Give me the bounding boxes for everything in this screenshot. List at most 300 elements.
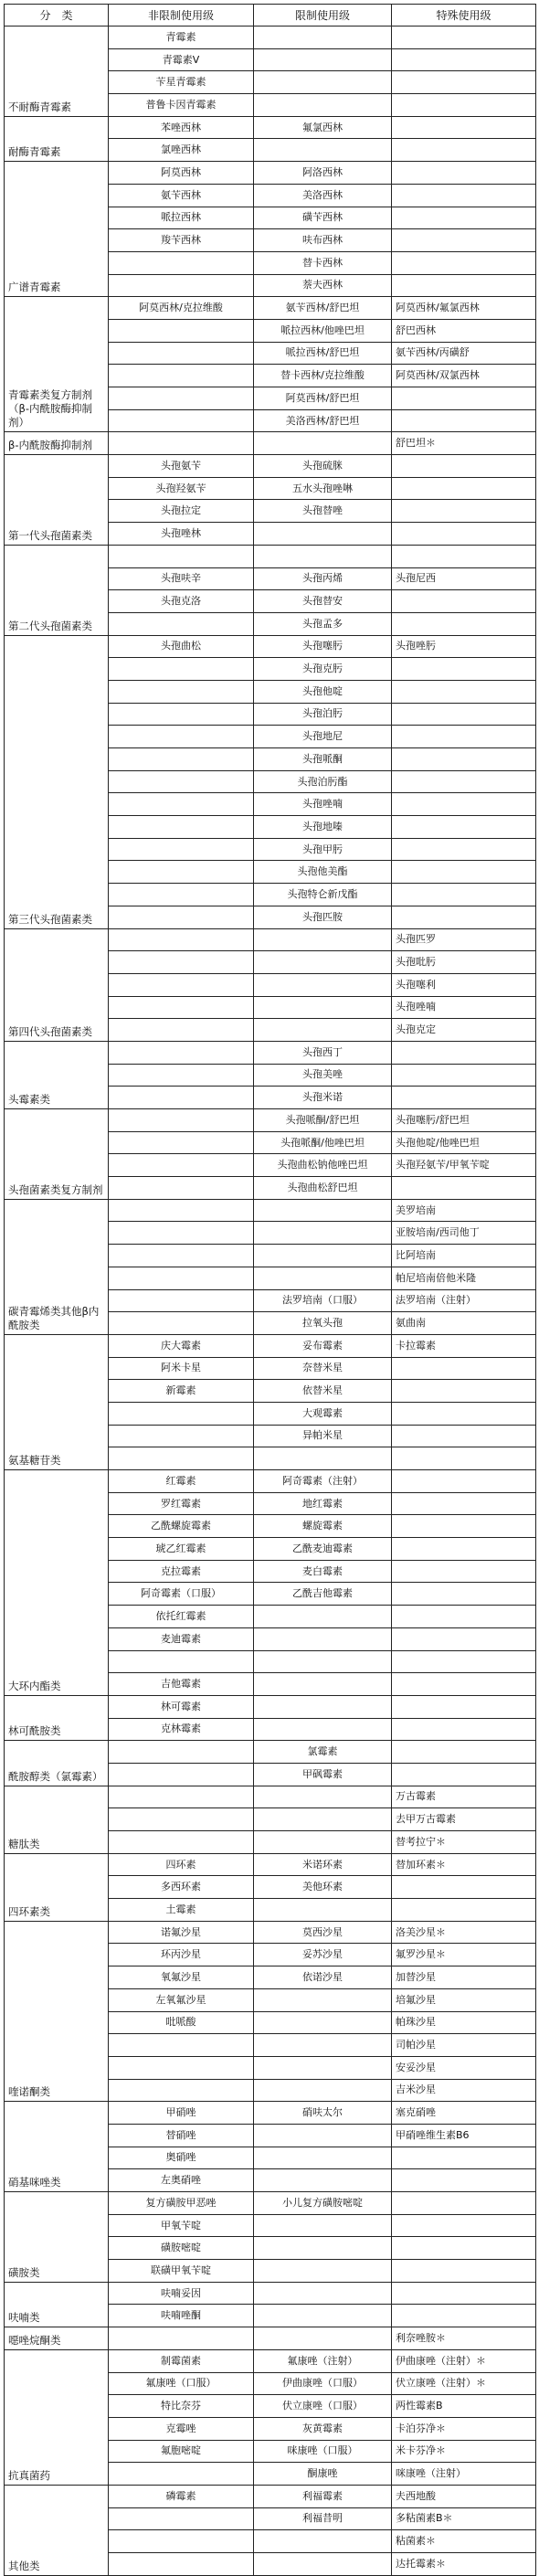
special-cell — [392, 726, 536, 748]
category-cell: 喹诺酮类 — [5, 1921, 109, 2102]
unrestricted-cell: 克林霉素 — [109, 1718, 254, 1741]
unrestricted-cell — [109, 906, 254, 928]
table-row — [5, 1695, 536, 1718]
special-cell — [392, 1583, 536, 1606]
unrestricted-cell: 乙酰螺旋霉素 — [109, 1515, 254, 1538]
special-cell: 比阿培南 — [392, 1245, 536, 1267]
restricted-cell: 呋布西林 — [254, 229, 392, 252]
restricted-cell: 氯霉素 — [254, 1741, 392, 1764]
special-cell — [392, 2260, 536, 2283]
restricted-cell: 麦白霉素 — [254, 1560, 392, 1583]
restricted-cell — [254, 1267, 392, 1289]
unrestricted-cell: 氧氟沙星 — [109, 1966, 254, 1989]
table-row — [5, 635, 536, 658]
restricted-cell: 依替米星 — [254, 1380, 392, 1403]
category-cell: 四环素类 — [5, 1853, 109, 1921]
unrestricted-cell — [109, 319, 254, 342]
restricted-cell — [254, 1808, 392, 1831]
restricted-cell — [254, 2079, 392, 2102]
restricted-cell: 阿洛西林 — [254, 162, 392, 185]
special-cell: 亚胺培南/西司他丁 — [392, 1222, 536, 1245]
restricted-cell — [254, 2011, 392, 2034]
restricted-cell: 头孢美唑 — [254, 1064, 392, 1087]
special-cell — [392, 1041, 536, 1064]
unrestricted-cell — [109, 1087, 254, 1109]
table-row — [5, 1109, 536, 1132]
unrestricted-cell: 罗红霉素 — [109, 1492, 254, 1515]
unrestricted-cell — [109, 1267, 254, 1289]
table-row — [5, 297, 536, 320]
restricted-cell: 氟氯西林 — [254, 116, 392, 139]
special-cell: 达托霉素＊ — [392, 2553, 536, 2576]
special-cell — [392, 816, 536, 839]
unrestricted-cell — [109, 2553, 254, 2576]
unrestricted-cell: 氯唑西林 — [109, 139, 254, 162]
restricted-cell: 奈替米星 — [254, 1357, 392, 1380]
special-cell — [392, 884, 536, 906]
special-cell — [392, 387, 536, 410]
restricted-cell: 阿莫西林/舒巴坦 — [254, 387, 392, 410]
unrestricted-cell: 多西环素 — [109, 1876, 254, 1899]
unrestricted-cell — [109, 884, 254, 906]
unrestricted-cell: 甲氧苄啶 — [109, 2214, 254, 2237]
header-restricted: 限制使用级 — [254, 5, 392, 27]
restricted-cell — [254, 1786, 392, 1808]
special-cell — [392, 1627, 536, 1650]
special-cell: 洛美沙星＊ — [392, 1921, 536, 1944]
restricted-cell: 头孢硫脒 — [254, 455, 392, 478]
special-cell — [392, 658, 536, 681]
special-cell — [392, 477, 536, 500]
unrestricted-cell: 阿米卡星 — [109, 1357, 254, 1380]
special-cell — [392, 2305, 536, 2327]
special-cell: 司帕沙星 — [392, 2034, 536, 2057]
restricted-cell: 小儿复方磺胺嘧啶 — [254, 2192, 392, 2215]
special-cell — [392, 748, 536, 771]
special-cell — [392, 906, 536, 928]
table-row — [5, 116, 536, 139]
restricted-cell — [254, 1650, 392, 1673]
unrestricted-cell — [109, 1831, 254, 1854]
special-cell — [392, 1402, 536, 1425]
unrestricted-cell: 头孢氨苄 — [109, 455, 254, 478]
restricted-cell — [254, 1831, 392, 1854]
unrestricted-cell: 普鲁卡因青霉素 — [109, 94, 254, 117]
unrestricted-cell — [109, 1312, 254, 1335]
special-cell — [392, 1673, 536, 1696]
unrestricted-cell — [109, 726, 254, 748]
special-cell — [392, 229, 536, 252]
special-cell — [392, 2237, 536, 2260]
table-row — [5, 432, 536, 455]
unrestricted-cell: 头孢唑林 — [109, 523, 254, 546]
unrestricted-cell — [109, 342, 254, 365]
category-cell: 头孢菌素类复方制剂 — [5, 1109, 109, 1200]
unrestricted-cell — [109, 1041, 254, 1064]
unrestricted-cell: 氟康唑（口服） — [109, 2372, 254, 2395]
unrestricted-cell — [109, 770, 254, 793]
special-cell: 氨苄西林/丙磺舒 — [392, 342, 536, 365]
special-cell — [392, 71, 536, 94]
special-cell: 头孢吡肟 — [392, 951, 536, 974]
special-cell — [392, 1492, 536, 1515]
restricted-cell: 头孢孟多 — [254, 612, 392, 635]
category-cell: 第四代头孢菌素类 — [5, 928, 109, 1041]
table-row — [5, 1041, 536, 1064]
special-cell — [392, 1380, 536, 1403]
restricted-cell: 美洛西林 — [254, 184, 392, 207]
unrestricted-cell — [109, 251, 254, 274]
restricted-cell: 头孢特仑新戊酯 — [254, 884, 392, 906]
unrestricted-cell: 哌拉西林 — [109, 207, 254, 229]
special-cell — [392, 1447, 536, 1470]
special-cell: 舒巴西林 — [392, 319, 536, 342]
unrestricted-cell: 磷霉素 — [109, 2485, 254, 2507]
unrestricted-cell — [109, 274, 254, 297]
restricted-cell — [254, 1899, 392, 1922]
restricted-cell: 异帕米星 — [254, 1425, 392, 1447]
special-cell: 头孢唑肟 — [392, 635, 536, 658]
unrestricted-cell — [109, 2327, 254, 2350]
restricted-cell: 头孢甲肟 — [254, 838, 392, 861]
unrestricted-cell — [109, 1289, 254, 1312]
restricted-cell: 头孢泊肟 — [254, 703, 392, 726]
restricted-cell — [254, 2147, 392, 2169]
restricted-cell: 硝呋太尔 — [254, 2102, 392, 2125]
special-cell — [392, 274, 536, 297]
table-row — [5, 1470, 536, 1493]
special-cell — [392, 48, 536, 71]
unrestricted-cell: 制霉菌素 — [109, 2349, 254, 2372]
restricted-cell: 头孢克肟 — [254, 658, 392, 681]
unrestricted-cell — [109, 2507, 254, 2530]
special-cell: 头孢羟氨苄/甲氧苄啶 — [392, 1154, 536, 1177]
restricted-cell: 大观霉素 — [254, 1402, 392, 1425]
table-row — [5, 928, 536, 951]
unrestricted-cell — [109, 996, 254, 1019]
restricted-cell: 乙酰麦迪霉素 — [254, 1538, 392, 1561]
restricted-cell — [254, 996, 392, 1019]
unrestricted-cell — [109, 1222, 254, 1245]
special-cell: 吉米沙星 — [392, 2079, 536, 2102]
category-cell: 酰胺醇类（氯霉素） — [5, 1741, 109, 1786]
restricted-cell — [254, 1718, 392, 1741]
table-row — [5, 455, 536, 478]
special-cell — [392, 1606, 536, 1628]
unrestricted-cell: 氨苄西林 — [109, 184, 254, 207]
special-cell — [392, 184, 536, 207]
special-cell: 加替沙星 — [392, 1966, 536, 1989]
special-cell — [392, 207, 536, 229]
special-cell — [392, 612, 536, 635]
unrestricted-cell: 头孢克洛 — [109, 590, 254, 613]
special-cell: 夫西地酸 — [392, 2485, 536, 2507]
special-cell — [392, 116, 536, 139]
special-cell — [392, 590, 536, 613]
category-cell: 耐酶青霉素 — [5, 116, 109, 161]
restricted-cell: 莫西沙星 — [254, 1921, 392, 1944]
category-cell: 呋喃类 — [5, 2282, 109, 2327]
unrestricted-cell — [109, 2463, 254, 2486]
category-cell: 第三代头孢菌素类 — [5, 635, 109, 928]
special-cell — [392, 2169, 536, 2192]
restricted-cell — [254, 1673, 392, 1696]
table-row — [5, 545, 536, 567]
restricted-cell — [254, 1695, 392, 1718]
unrestricted-cell: 苄星青霉素 — [109, 71, 254, 94]
table-row — [5, 2349, 536, 2372]
unrestricted-cell — [109, 2530, 254, 2553]
unrestricted-cell — [109, 612, 254, 635]
restricted-cell — [254, 2056, 392, 2079]
unrestricted-cell — [109, 432, 254, 455]
restricted-cell — [254, 973, 392, 996]
unrestricted-cell — [109, 1109, 254, 1132]
restricted-cell: 头孢曲松舒巴坦 — [254, 1177, 392, 1200]
restricted-cell — [254, 1627, 392, 1650]
restricted-cell: 五水头孢唑啉 — [254, 477, 392, 500]
unrestricted-cell — [109, 387, 254, 410]
special-cell — [392, 2282, 536, 2305]
restricted-cell: 头孢他美酯 — [254, 861, 392, 884]
restricted-cell — [254, 523, 392, 546]
restricted-cell: 伊曲康唑（口服） — [254, 2372, 392, 2395]
special-cell — [392, 1087, 536, 1109]
category-cell: 磺胺类 — [5, 2192, 109, 2283]
special-cell — [392, 27, 536, 49]
unrestricted-cell: 呋喃妥因 — [109, 2282, 254, 2305]
special-cell — [392, 1899, 536, 1922]
restricted-cell: 地红霉素 — [254, 1492, 392, 1515]
special-cell — [392, 1695, 536, 1718]
unrestricted-cell — [109, 2079, 254, 2102]
special-cell — [392, 409, 536, 432]
special-cell: 美罗培南 — [392, 1199, 536, 1222]
unrestricted-cell: 苯唑西林 — [109, 116, 254, 139]
table-row — [5, 162, 536, 185]
table-body — [5, 27, 536, 2576]
special-cell: 舒巴坦＊ — [392, 432, 536, 455]
unrestricted-cell: 青霉素 — [109, 27, 254, 49]
restricted-cell — [254, 1199, 392, 1222]
restricted-cell — [254, 2530, 392, 2553]
unrestricted-cell: 吡哌酸 — [109, 2011, 254, 2034]
restricted-cell: 头孢匹胺 — [254, 906, 392, 928]
restricted-cell: 头孢西丁 — [254, 1041, 392, 1064]
restricted-cell: 咪康唑（口服） — [254, 2440, 392, 2463]
unrestricted-cell: 红霉素 — [109, 1470, 254, 1493]
special-cell — [392, 1741, 536, 1764]
unrestricted-cell — [109, 951, 254, 974]
table-row — [5, 2192, 536, 2215]
unrestricted-cell: 琥乙红霉素 — [109, 1538, 254, 1561]
special-cell: 头孢尼西 — [392, 567, 536, 590]
unrestricted-cell — [109, 365, 254, 387]
unrestricted-cell: 环丙沙星 — [109, 1944, 254, 1966]
special-cell — [392, 2214, 536, 2237]
special-cell: 利奈唑胺＊ — [392, 2327, 536, 2350]
special-cell: 阿莫西林/氟氯西林 — [392, 297, 536, 320]
unrestricted-cell: 奥硝唑 — [109, 2147, 254, 2169]
unrestricted-cell: 阿莫西林/克拉维酸 — [109, 297, 254, 320]
unrestricted-cell: 甲硝唑 — [109, 2102, 254, 2125]
special-cell: 头孢噻肟/舒巴坦 — [392, 1109, 536, 1132]
special-cell: 粘菌素＊ — [392, 2530, 536, 2553]
special-cell — [392, 1560, 536, 1583]
restricted-cell: 头孢他啶 — [254, 680, 392, 703]
unrestricted-cell: 克拉霉素 — [109, 1560, 254, 1583]
restricted-cell: 头孢米诺 — [254, 1087, 392, 1109]
unrestricted-cell — [109, 703, 254, 726]
unrestricted-cell — [109, 1177, 254, 1200]
header-special: 特殊使用级 — [392, 5, 536, 27]
unrestricted-cell — [109, 1763, 254, 1786]
header-unrestricted: 非限制使用级 — [109, 5, 254, 27]
table-row — [5, 1199, 536, 1222]
unrestricted-cell — [109, 409, 254, 432]
special-cell — [392, 1650, 536, 1673]
special-cell — [392, 94, 536, 117]
restricted-cell — [254, 928, 392, 951]
restricted-cell: 利福霉素 — [254, 2485, 392, 2507]
table-row — [5, 1786, 536, 1808]
category-cell: 大环内酯类 — [5, 1470, 109, 1696]
category-cell: β-内酰胺酶抑制剂 — [5, 432, 109, 455]
restricted-cell — [254, 27, 392, 49]
unrestricted-cell — [109, 2056, 254, 2079]
special-cell — [392, 770, 536, 793]
special-cell: 头孢他啶/他唑巴坦 — [392, 1131, 536, 1154]
special-cell: 阿莫西林/双氯西林 — [392, 365, 536, 387]
special-cell — [392, 680, 536, 703]
special-cell — [392, 1538, 536, 1561]
special-cell — [392, 1064, 536, 1087]
unrestricted-cell: 诺氟沙星 — [109, 1921, 254, 1944]
unrestricted-cell — [109, 680, 254, 703]
restricted-cell — [254, 2282, 392, 2305]
special-cell — [392, 545, 536, 567]
special-cell: 帕珠沙星 — [392, 2011, 536, 2034]
special-cell: 两性霉素B — [392, 2395, 536, 2418]
unrestricted-cell — [109, 658, 254, 681]
table-row — [5, 2327, 536, 2350]
unrestricted-cell: 联磺甲氧苄啶 — [109, 2260, 254, 2283]
restricted-cell — [254, 71, 392, 94]
unrestricted-cell — [109, 1447, 254, 1470]
unrestricted-cell: 头孢羟氨苄 — [109, 477, 254, 500]
unrestricted-cell: 羧苄西林 — [109, 229, 254, 252]
restricted-cell: 头孢哌酮 — [254, 748, 392, 771]
restricted-cell: 替卡西林/克拉维酸 — [254, 365, 392, 387]
special-cell: 万古霉素 — [392, 1786, 536, 1808]
special-cell: 甲硝唑维生素B6 — [392, 2124, 536, 2147]
restricted-cell: 磺苄西林 — [254, 207, 392, 229]
unrestricted-cell — [109, 1154, 254, 1177]
category-cell: 头霉素类 — [5, 1041, 109, 1108]
unrestricted-cell — [109, 1245, 254, 1267]
unrestricted-cell: 头孢曲松 — [109, 635, 254, 658]
restricted-cell — [254, 1245, 392, 1267]
table-row — [5, 2102, 536, 2125]
category-cell: 噁唑烷酮类 — [5, 2327, 109, 2350]
unrestricted-cell — [109, 1425, 254, 1447]
restricted-cell: 头孢丙烯 — [254, 567, 392, 590]
special-cell: 氟罗沙星＊ — [392, 1944, 536, 1966]
restricted-cell: 甲砜霉素 — [254, 1763, 392, 1786]
unrestricted-cell: 氟胞嘧啶 — [109, 2440, 254, 2463]
special-cell — [392, 838, 536, 861]
restricted-cell — [254, 2124, 392, 2147]
restricted-cell: 米诺环素 — [254, 1853, 392, 1876]
special-cell: 头孢匹罗 — [392, 928, 536, 951]
unrestricted-cell — [109, 1786, 254, 1808]
restricted-cell: 氨苄西林/舒巴坦 — [254, 297, 392, 320]
restricted-cell: 螺旋霉素 — [254, 1515, 392, 1538]
restricted-cell: 替卡西林 — [254, 251, 392, 274]
header-category: 分 类 — [5, 5, 109, 27]
restricted-cell: 氟康唑（注射） — [254, 2349, 392, 2372]
restricted-cell — [254, 545, 392, 567]
restricted-cell: 头孢曲松钠他唑巴坦 — [254, 1154, 392, 1177]
restricted-cell: 头孢唑喃 — [254, 793, 392, 816]
special-cell: 氨曲南 — [392, 1312, 536, 1335]
unrestricted-cell: 四环素 — [109, 1853, 254, 1876]
special-cell: 头孢噻利 — [392, 973, 536, 996]
restricted-cell — [254, 2237, 392, 2260]
unrestricted-cell — [109, 1808, 254, 1831]
unrestricted-cell — [109, 1199, 254, 1222]
restricted-cell: 头孢地尼 — [254, 726, 392, 748]
unrestricted-cell — [109, 748, 254, 771]
restricted-cell — [254, 2327, 392, 2350]
restricted-cell: 依诺沙星 — [254, 1966, 392, 1989]
table-row — [5, 1334, 536, 1357]
unrestricted-cell: 新霉素 — [109, 1380, 254, 1403]
unrestricted-cell: 左氧氟沙星 — [109, 1988, 254, 2011]
unrestricted-cell — [109, 928, 254, 951]
special-cell — [392, 139, 536, 162]
restricted-cell: 酮康唑 — [254, 2463, 392, 2486]
special-cell: 去甲万古霉素 — [392, 1808, 536, 1831]
restricted-cell: 头孢泊肟酯 — [254, 770, 392, 793]
unrestricted-cell: 庆大霉素 — [109, 1334, 254, 1357]
special-cell: 头孢克定 — [392, 1019, 536, 1042]
unrestricted-cell: 土霉素 — [109, 1899, 254, 1922]
restricted-cell: 乙酰吉他霉素 — [254, 1583, 392, 1606]
special-cell — [392, 2192, 536, 2215]
special-cell: 法罗培南（注射） — [392, 1289, 536, 1312]
category-cell: 其他类 — [5, 2485, 109, 2575]
restricted-cell: 美洛西林/舒巴坦 — [254, 409, 392, 432]
restricted-cell — [254, 951, 392, 974]
special-cell — [392, 2147, 536, 2169]
special-cell — [392, 1425, 536, 1447]
unrestricted-cell: 麦迪霉素 — [109, 1627, 254, 1650]
unrestricted-cell: 阿奇霉素（口服） — [109, 1583, 254, 1606]
restricted-cell — [254, 432, 392, 455]
restricted-cell — [254, 1606, 392, 1628]
special-cell: 头孢唑喃 — [392, 996, 536, 1019]
unrestricted-cell — [109, 816, 254, 839]
special-cell — [392, 1470, 536, 1493]
special-cell: 卡泊芬净＊ — [392, 2417, 536, 2440]
table-row — [5, 27, 536, 49]
unrestricted-cell: 克霉唑 — [109, 2417, 254, 2440]
restricted-cell: 妥布霉素 — [254, 1334, 392, 1357]
restricted-cell: 利福昔明 — [254, 2507, 392, 2530]
unrestricted-cell — [109, 1402, 254, 1425]
special-cell — [392, 1357, 536, 1380]
